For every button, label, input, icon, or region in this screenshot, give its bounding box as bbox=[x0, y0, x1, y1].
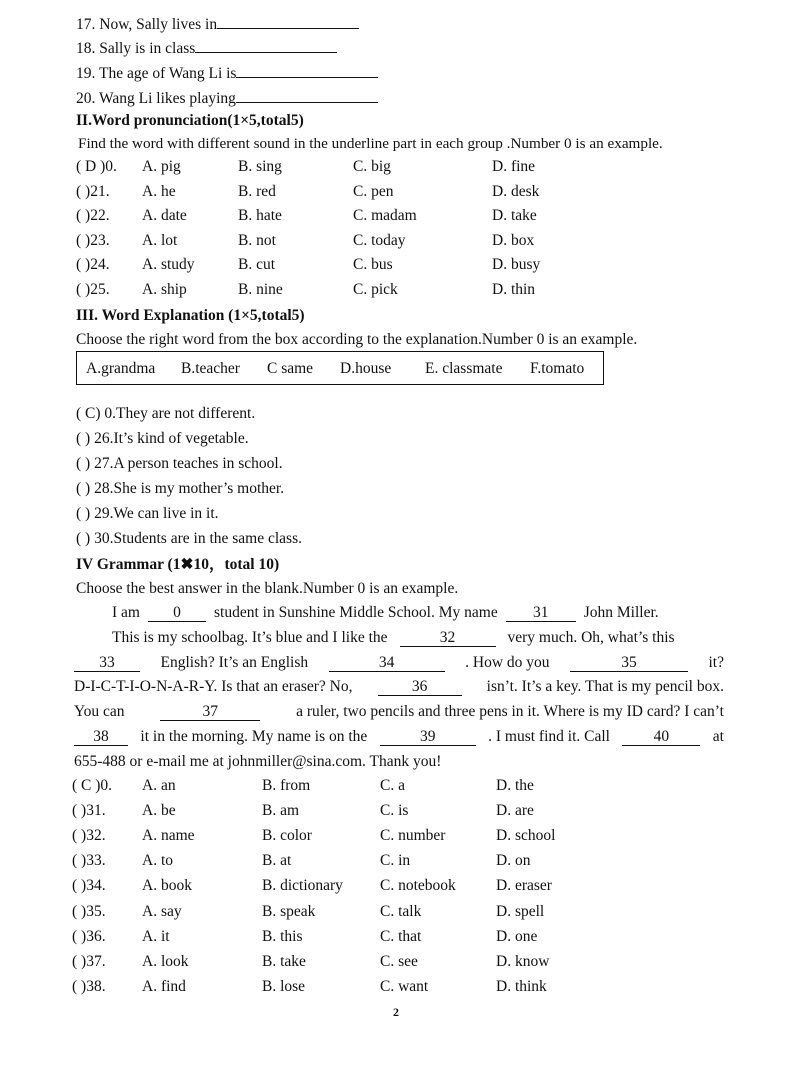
option-row bbox=[76, 256, 756, 278]
option-b[interactable]: B. hate bbox=[238, 207, 282, 224]
blank-39[interactable]: 39 bbox=[380, 729, 476, 746]
option-row bbox=[76, 183, 756, 205]
question-18-text: 18. Sally is in class bbox=[76, 40, 196, 57]
section-4-heading: IV Grammar (1✖10，total 10) bbox=[76, 556, 280, 573]
option-d[interactable]: D. one bbox=[496, 927, 538, 945]
passage-text: isn’t. It’s a key. That is my pencil box. bbox=[486, 678, 724, 696]
option-b[interactable]: B. red bbox=[238, 182, 276, 200]
passage-text: a ruler, two pencils and three pens in it. Where is my ID card? I can’t bbox=[296, 703, 724, 721]
option-b[interactable]: B. nine bbox=[238, 280, 283, 298]
passage-line bbox=[74, 750, 724, 775]
option-b[interactable]: B. speak bbox=[262, 902, 316, 920]
option-a[interactable]: A. find bbox=[142, 977, 186, 995]
explanation-item[interactable]: ( ) 27.A person teaches in school. bbox=[76, 455, 283, 472]
option-row bbox=[76, 158, 756, 180]
question-18 bbox=[76, 38, 337, 59]
blank-0[interactable]: 0 bbox=[148, 605, 206, 622]
answer-bracket[interactable]: ( )24. bbox=[76, 256, 110, 273]
passage-line bbox=[74, 700, 724, 725]
option-a[interactable]: A. book bbox=[142, 877, 192, 895]
passage-line bbox=[74, 601, 724, 626]
option-row bbox=[72, 952, 756, 975]
box-word: A.grandma bbox=[86, 360, 156, 377]
passage-text: D-I-C-T-I-O-N-A-R-Y. Is that an eraser? No, bbox=[74, 678, 353, 696]
option-c[interactable]: C. a bbox=[380, 777, 405, 794]
option-d[interactable]: D. desk bbox=[492, 182, 540, 200]
option-b[interactable]: B. color bbox=[262, 827, 312, 845]
option-c[interactable]: C. that bbox=[380, 927, 422, 945]
option-row bbox=[72, 827, 756, 849]
question-20 bbox=[76, 88, 378, 109]
option-c[interactable]: C. big bbox=[353, 158, 391, 175]
blank-32[interactable]: 32 bbox=[400, 630, 496, 647]
passage-text: . I must find it. Call bbox=[488, 727, 610, 745]
grammar-passage bbox=[74, 601, 724, 775]
option-d[interactable]: D. take bbox=[492, 207, 537, 224]
option-b[interactable]: B. from bbox=[262, 777, 311, 794]
section-3-instruction: Choose the right word from the box according to the explanation.Number 0 is an example. bbox=[76, 331, 638, 348]
answer-bracket[interactable]: ( )37. bbox=[72, 952, 106, 970]
option-d[interactable]: D. box bbox=[492, 231, 535, 249]
passage-text: it in the morning. My name is on the bbox=[140, 727, 368, 745]
option-d[interactable]: D. fine bbox=[492, 158, 536, 175]
option-d[interactable]: D. busy bbox=[492, 256, 541, 273]
option-a[interactable]: A. to bbox=[142, 852, 173, 870]
answer-bracket[interactable]: ( )38. bbox=[72, 977, 106, 995]
explanation-item[interactable]: ( ) 26.It’s kind of vegetable. bbox=[76, 430, 249, 447]
option-b[interactable]: B. this bbox=[262, 927, 303, 945]
option-c[interactable]: C. pen bbox=[353, 182, 394, 200]
box-word: D.house bbox=[340, 360, 392, 377]
answer-bracket[interactable]: ( )22. bbox=[76, 207, 110, 224]
blank-34[interactable]: 34 bbox=[329, 655, 445, 672]
option-b[interactable]: B. am bbox=[262, 802, 300, 820]
option-a[interactable]: A. lot bbox=[142, 231, 178, 249]
option-d[interactable]: D. eraser bbox=[496, 877, 552, 895]
option-b[interactable]: B. at bbox=[262, 852, 292, 870]
option-d[interactable]: D. spell bbox=[496, 902, 545, 920]
answer-bracket[interactable]: ( )36. bbox=[72, 927, 106, 945]
explanation-item[interactable]: ( ) 28.She is my mother’s mother. bbox=[76, 480, 285, 497]
option-c[interactable]: C. is bbox=[380, 802, 409, 820]
blank-37[interactable]: 37 bbox=[160, 704, 260, 721]
option-row bbox=[72, 877, 756, 899]
blank-36[interactable]: 36 bbox=[378, 679, 462, 696]
option-c[interactable]: C. pick bbox=[353, 280, 398, 298]
answer-bracket[interactable]: ( )34. bbox=[72, 877, 106, 895]
answer-bracket[interactable]: ( )32. bbox=[72, 827, 106, 845]
option-b[interactable]: B. lose bbox=[262, 977, 306, 995]
passage-text: You can bbox=[74, 703, 125, 721]
box-word: C same bbox=[267, 360, 314, 377]
passage-text: very much. Oh, what’s this bbox=[507, 628, 675, 646]
option-b[interactable]: B. sing bbox=[238, 158, 282, 175]
option-row bbox=[76, 232, 756, 254]
option-b[interactable]: B. take bbox=[262, 952, 306, 970]
blank-33[interactable]: 33 bbox=[74, 655, 140, 672]
passage-text: . How do you bbox=[465, 653, 550, 671]
option-a[interactable]: A. date bbox=[142, 207, 187, 224]
answer-blank[interactable] bbox=[195, 38, 337, 53]
section-2-instruction: Find the word with different sound in the underline part in each group .Number 0 is an example. bbox=[78, 135, 663, 152]
box-word: B.teacher bbox=[181, 360, 240, 377]
section-3-heading: III. Word Explanation (1×5,total5) bbox=[76, 307, 305, 324]
option-c[interactable]: C. today bbox=[353, 231, 406, 249]
option-a[interactable]: A. pig bbox=[142, 158, 181, 175]
option-a[interactable]: A. an bbox=[142, 777, 176, 794]
option-a[interactable]: A. say bbox=[142, 902, 182, 920]
answer-bracket[interactable]: ( D )0. bbox=[76, 158, 117, 175]
answer-blank[interactable] bbox=[236, 88, 378, 103]
word-box bbox=[76, 351, 604, 385]
explanation-item[interactable]: ( ) 30.Students are in the same class. bbox=[76, 530, 302, 547]
option-c[interactable]: C. in bbox=[380, 852, 411, 870]
option-a[interactable]: A. name bbox=[142, 827, 195, 845]
answer-blank[interactable] bbox=[236, 63, 378, 78]
option-row bbox=[72, 852, 756, 874]
page-number: 2 bbox=[393, 1005, 399, 1019]
option-d[interactable]: D. the bbox=[496, 777, 534, 794]
explanation-item: ( C) 0.They are not different. bbox=[76, 405, 256, 422]
box-word: E. classmate bbox=[425, 360, 503, 377]
blank-31[interactable]: 31 bbox=[506, 605, 576, 622]
passage-text: I am bbox=[112, 604, 140, 621]
option-row bbox=[76, 281, 756, 303]
option-b[interactable]: B. not bbox=[238, 231, 276, 249]
option-row bbox=[72, 977, 756, 1000]
passage-text: student in Sunshine Middle School. My name bbox=[213, 604, 498, 621]
passage-line bbox=[74, 651, 724, 676]
question-19 bbox=[76, 63, 378, 84]
option-row bbox=[72, 902, 756, 925]
option-c[interactable]: C. madam bbox=[353, 207, 417, 224]
blank-40[interactable]: 40 bbox=[622, 729, 700, 746]
option-row bbox=[72, 777, 756, 799]
passage-text: This is my schoolbag. It’s blue and I like the bbox=[112, 628, 388, 646]
option-row bbox=[72, 927, 756, 950]
answer-bracket[interactable]: ( )33. bbox=[72, 852, 106, 870]
option-c[interactable]: C. notebook bbox=[380, 877, 456, 895]
option-a[interactable]: A. look bbox=[142, 952, 189, 970]
option-b[interactable]: B. cut bbox=[238, 256, 276, 273]
explanation-item[interactable]: ( ) 29.We can live in it. bbox=[76, 505, 219, 522]
option-c[interactable]: C. bus bbox=[353, 256, 393, 273]
passage-line bbox=[74, 626, 724, 651]
passage-text: at bbox=[712, 727, 724, 745]
question-20-text: 20. Wang Li likes playing bbox=[76, 90, 236, 107]
option-row bbox=[76, 207, 756, 229]
option-d[interactable]: D. school bbox=[496, 827, 556, 845]
box-word: F.tomato bbox=[530, 360, 585, 377]
option-a[interactable]: A. study bbox=[142, 256, 195, 273]
passage-text: 655-488 or e-mail me at johnmiller@sina.com. Thank you! bbox=[74, 752, 442, 770]
option-c[interactable]: C. number bbox=[380, 827, 446, 845]
option-c[interactable]: C. talk bbox=[380, 902, 422, 920]
option-d[interactable]: D. thin bbox=[492, 280, 536, 298]
blank-38[interactable]: 38 bbox=[74, 729, 128, 746]
answer-bracket[interactable]: ( C )0. bbox=[72, 777, 113, 794]
option-a[interactable]: A. he bbox=[142, 182, 176, 200]
passage-line bbox=[74, 725, 724, 750]
passage-line bbox=[74, 675, 724, 700]
section-4-instruction: Choose the best answer in the blank.Number 0 is an example. bbox=[76, 580, 459, 597]
option-row bbox=[72, 802, 756, 824]
option-c[interactable]: C. see bbox=[380, 952, 418, 970]
question-17-text: 17. Now, Sally lives in bbox=[76, 16, 218, 33]
answer-bracket[interactable]: ( )25. bbox=[76, 280, 110, 298]
option-a[interactable]: A. it bbox=[142, 927, 170, 945]
option-c[interactable]: C. want bbox=[380, 977, 429, 995]
option-b[interactable]: B. dictionary bbox=[262, 877, 343, 895]
option-d[interactable]: D. think bbox=[496, 977, 547, 995]
answer-bracket[interactable]: ( )35. bbox=[72, 902, 106, 920]
question-19-text: 19. The age of Wang Li is bbox=[76, 65, 237, 82]
passage-text: English? It’s an English bbox=[160, 653, 309, 671]
option-a[interactable]: A. ship bbox=[142, 280, 187, 298]
option-d[interactable]: D. are bbox=[496, 802, 534, 820]
answer-bracket[interactable]: ( )23. bbox=[76, 231, 110, 249]
option-a[interactable]: A. be bbox=[142, 802, 176, 820]
question-17 bbox=[76, 14, 359, 35]
blank-35[interactable]: 35 bbox=[570, 655, 688, 672]
passage-text: it? bbox=[708, 653, 724, 671]
passage-text: John Miller. bbox=[583, 604, 659, 621]
answer-bracket[interactable]: ( )31. bbox=[72, 802, 106, 820]
section-2-heading: II.Word pronunciation(1×5,total5) bbox=[76, 112, 304, 129]
answer-bracket[interactable]: ( )21. bbox=[76, 182, 110, 200]
option-d[interactable]: D. know bbox=[496, 952, 550, 970]
answer-blank[interactable] bbox=[217, 14, 359, 29]
option-d[interactable]: D. on bbox=[496, 852, 531, 870]
